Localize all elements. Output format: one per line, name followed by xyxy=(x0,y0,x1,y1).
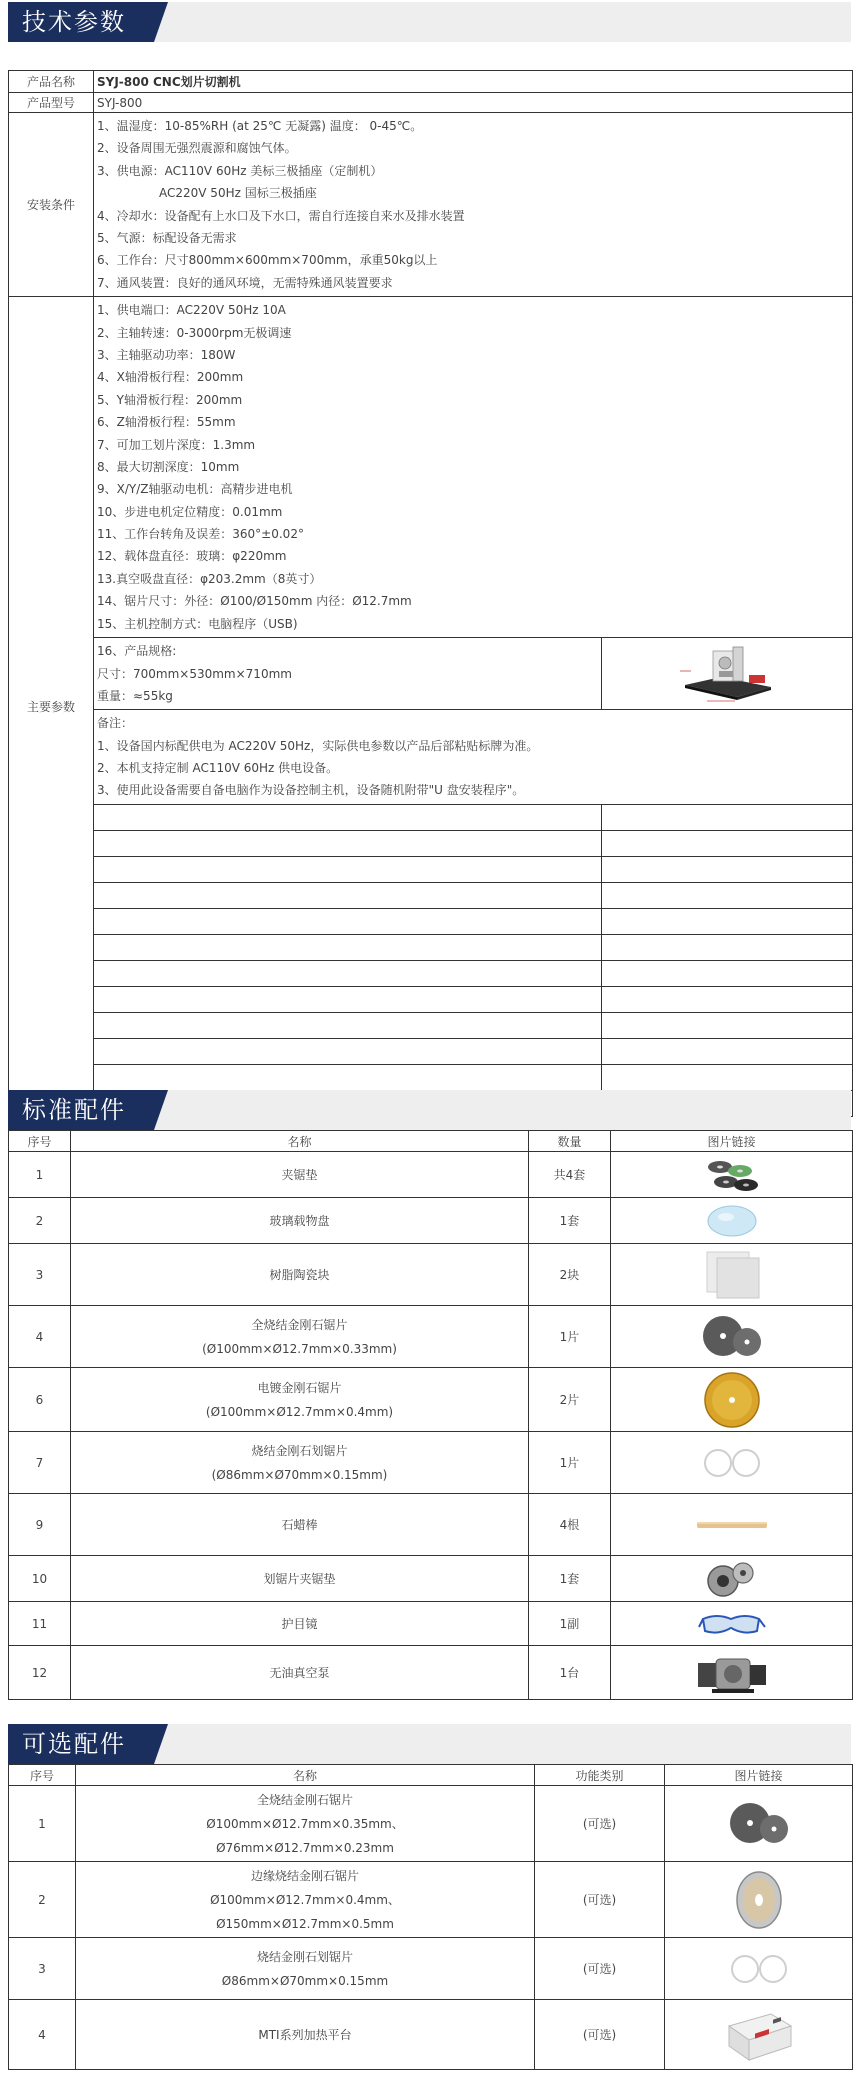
row-name: MTI系列加热平台 xyxy=(76,2000,535,2070)
product-model-label: 产品型号 xyxy=(9,93,94,113)
row-name: 无油真空泵 xyxy=(71,1646,529,1700)
table-row xyxy=(9,1862,853,1938)
empty-row xyxy=(9,1038,853,1064)
row-name: 划锯片夹锯垫 xyxy=(71,1556,529,1602)
row-qty: 4根 xyxy=(529,1494,611,1556)
section-header-optional xyxy=(8,1724,851,1764)
col-header-name: 名称 xyxy=(76,1765,535,1786)
empty-row xyxy=(9,856,853,882)
row-category: (可选) xyxy=(535,1862,665,1938)
row-qty: 1套 xyxy=(529,1556,611,1602)
param-item: 15、主机控制方式：电脑程序（USB) xyxy=(97,616,298,631)
section-header-standard xyxy=(8,1090,851,1130)
param-item: 4、X轴滑板行程：200mm xyxy=(97,370,244,385)
section-title-optional: 可选配件 xyxy=(8,1724,154,1764)
row-category: (可选) xyxy=(535,1786,665,1862)
notes-cell xyxy=(94,710,853,805)
install-item: 6、工作台：尺寸800mm×600mm×700mm，承重50kg以上 xyxy=(97,253,438,268)
sintered-blade-image xyxy=(724,1799,794,1849)
row-name-line: Ø86mm×Ø70mm×0.15mm xyxy=(221,1973,389,1988)
note-item: 2、本机支持定制 AC110V 60Hz 供电设备。 xyxy=(97,761,339,776)
row-qty: 1片 xyxy=(529,1432,611,1494)
row-name-line: (Ø100mm×Ø12.7mm×0.33mm) xyxy=(202,1341,397,1356)
install-conditions-list xyxy=(94,113,853,297)
wax-stick-image xyxy=(695,1519,769,1531)
dicing-pad-image xyxy=(699,1559,765,1599)
param-item: 1、供电端口：AC220V 50Hz 10A xyxy=(97,303,286,318)
row-name: 石蜡棒 xyxy=(71,1494,529,1556)
row-image-cell xyxy=(665,1786,853,1862)
main-params-label: 主要参数 xyxy=(9,297,94,1117)
table-row xyxy=(9,1244,853,1306)
row-no: 3 xyxy=(9,1938,76,2000)
row-name-line: 电镀金刚石锯片 xyxy=(257,1380,342,1395)
install-item: 3、供电源：AC110V 60Hz 美标三极插座（定制机） xyxy=(97,163,383,178)
row-name: 护目镜 xyxy=(71,1602,529,1646)
row-category: (可选) xyxy=(535,1938,665,2000)
ring-blade-image xyxy=(728,1953,790,1985)
table-row xyxy=(9,1646,853,1700)
col-header-qty: 数量 xyxy=(529,1131,611,1152)
row-no: 11 xyxy=(9,1602,71,1646)
param-item: 13.真空吸盘直径：φ203.2mm（8英寸） xyxy=(97,571,322,586)
section-header-tech xyxy=(8,2,851,42)
row-name: 夹锯垫 xyxy=(71,1152,529,1198)
row-no: 1 xyxy=(9,1152,71,1198)
row-name-line: (Ø86mm×Ø70mm×0.15mm) xyxy=(211,1467,388,1482)
row-no: 1 xyxy=(9,1786,76,1862)
row-name xyxy=(71,1306,529,1368)
row-name xyxy=(71,1432,529,1494)
param-item: 14、锯片尺寸：外径：Ø100/Ø150mm 内径：Ø12.7mm xyxy=(97,594,412,609)
empty-row xyxy=(9,1064,853,1090)
row-image-cell xyxy=(665,2000,853,2070)
row-qty: 1台 xyxy=(529,1646,611,1700)
row-image-cell xyxy=(611,1646,853,1700)
machine-photo-cell xyxy=(602,638,853,710)
row-image-cell xyxy=(611,1306,853,1368)
table-row xyxy=(9,1368,853,1432)
product-model-value: SYJ-800 xyxy=(94,93,853,113)
empty-row xyxy=(9,830,853,856)
row-no: 7 xyxy=(9,1432,71,1494)
row-no: 2 xyxy=(9,1198,71,1244)
sintered-blade-image xyxy=(697,1312,767,1362)
row-category: (可选) xyxy=(535,2000,665,2070)
table-row xyxy=(9,1786,853,1862)
vacuum-pump-image xyxy=(694,1649,770,1697)
row-image-cell xyxy=(611,1556,853,1602)
empty-row xyxy=(9,960,853,986)
row-name-line: 全烧结金刚石锯片 xyxy=(251,1317,348,1332)
install-item: 5、气源：标配设备无需求 xyxy=(97,230,237,245)
table-row xyxy=(9,2000,853,2070)
row-qty: 2片 xyxy=(529,1368,611,1432)
ceramic-block-image xyxy=(697,1248,767,1302)
row-qty: 1副 xyxy=(529,1602,611,1646)
empty-row xyxy=(9,934,853,960)
product-name-label: 产品名称 xyxy=(9,71,94,93)
row-no: 4 xyxy=(9,2000,76,2070)
col-header-image: 图片链接 xyxy=(665,1765,853,1786)
table-row xyxy=(9,1556,853,1602)
param-item: 2、主轴转速：0-3000rpm无极调速 xyxy=(97,325,292,340)
param-item: 6、Z轴滑板行程：55mm xyxy=(97,415,236,430)
heating-platform-image xyxy=(723,2004,795,2066)
empty-row xyxy=(9,908,853,934)
standard-accessories-table xyxy=(8,1130,853,1700)
install-item: 2、设备周围无强烈震源和腐蚀气体。 xyxy=(97,141,297,156)
col-header-no: 序号 xyxy=(9,1765,76,1786)
size-item: 16、产品规格: xyxy=(97,644,177,659)
col-header-category: 功能类别 xyxy=(535,1765,665,1786)
param-item: 8、最大切割深度：10mm xyxy=(97,459,240,474)
table-row xyxy=(9,1494,853,1556)
param-item: 11、工作台转角及误差：360°±0.02° xyxy=(97,527,304,542)
row-name-line: Ø100mm×Ø12.7mm×0.35mm、 xyxy=(206,1816,404,1831)
param-item: 7、可加工划片深度：1.3mm xyxy=(97,437,256,452)
table-row xyxy=(9,1198,853,1244)
row-name xyxy=(76,1862,535,1938)
blade-pads-image xyxy=(702,1157,762,1193)
ring-blade-image xyxy=(701,1447,763,1479)
row-image-cell xyxy=(665,1938,853,2000)
row-no: 10 xyxy=(9,1556,71,1602)
main-params-list xyxy=(94,297,853,638)
empty-row xyxy=(9,882,853,908)
empty-row xyxy=(9,986,853,1012)
row-name-line: 烧结金刚石划锯片 xyxy=(256,1949,353,1964)
table-header-row xyxy=(9,1765,853,1786)
row-qty: 1片 xyxy=(529,1306,611,1368)
row-qty: 共4套 xyxy=(529,1152,611,1198)
row-name-line: Ø76mm×Ø12.7mm×0.23mm xyxy=(216,1840,394,1855)
goggles-image xyxy=(697,1609,767,1639)
size-item: 重量：≈55kg xyxy=(97,688,173,703)
row-image-cell xyxy=(611,1494,853,1556)
row-image-cell xyxy=(665,1862,853,1938)
edge-blade-image xyxy=(729,1869,789,1931)
row-no: 9 xyxy=(9,1494,71,1556)
param-item: 5、Y轴滑板行程：200mm xyxy=(97,392,243,407)
dicing-machine-image xyxy=(677,641,777,703)
install-item: AC220V 50Hz 国标三极插座 xyxy=(159,186,317,201)
row-name xyxy=(76,1938,535,2000)
row-qty: 2块 xyxy=(529,1244,611,1306)
row-image-cell xyxy=(611,1244,853,1306)
empty-row xyxy=(9,1012,853,1038)
row-image-cell xyxy=(611,1602,853,1646)
install-item: 4、冷却水：设备配有上水口及下水口，需自行连接自来水及排水装置 xyxy=(97,208,465,223)
table-row xyxy=(9,1602,853,1646)
install-item: 1、温湿度：10-85%RH (at 25℃ 无凝露) 温度： 0-45℃。 xyxy=(97,119,423,133)
install-conditions-label: 安装条件 xyxy=(9,113,94,297)
row-no: 12 xyxy=(9,1646,71,1700)
empty-row xyxy=(9,804,853,830)
optional-accessories-table xyxy=(8,1764,853,2070)
param-item: 10、步进电机定位精度：0.01mm xyxy=(97,504,283,519)
product-name-value: SYJ-800 CNC划片切割机 xyxy=(94,71,853,93)
row-name: 树脂陶瓷块 xyxy=(71,1244,529,1306)
table-row xyxy=(9,1152,853,1198)
row-image-cell xyxy=(611,1432,853,1494)
section-title-tech: 技术参数 xyxy=(8,2,154,42)
product-size-cell xyxy=(94,638,602,710)
row-name xyxy=(76,1786,535,1862)
table-row xyxy=(9,1306,853,1368)
section-title-standard: 标准配件 xyxy=(8,1090,154,1130)
table-row xyxy=(9,1938,853,2000)
row-name-line: Ø100mm×Ø12.7mm×0.4mm、 xyxy=(210,1892,400,1907)
install-item: 7、通风装置：良好的通风环境，无需特殊通风装置要求 xyxy=(97,275,393,290)
note-item: 3、使用此设备需要自备电脑作为设备控制主机，设备随机附带"U 盘安装程序"。 xyxy=(97,783,525,798)
param-item: 12、载体盘直径：玻璃：φ220mm xyxy=(97,549,287,564)
row-image-cell xyxy=(611,1368,853,1432)
row-no: 4 xyxy=(9,1306,71,1368)
row-name-line: 边缘烧结金刚石锯片 xyxy=(250,1868,359,1883)
row-no: 6 xyxy=(9,1368,71,1432)
spec-table xyxy=(8,70,853,1117)
note-item: 1、设备国内标配供电为 AC220V 50Hz，实际供电参数以产品后部粘贴标牌为准。 xyxy=(97,738,539,753)
row-image-cell xyxy=(611,1198,853,1244)
row-name: 玻璃载物盘 xyxy=(71,1198,529,1244)
row-qty: 1套 xyxy=(529,1198,611,1244)
electroplated-blade-image xyxy=(701,1371,763,1429)
col-header-name: 名称 xyxy=(71,1131,529,1152)
row-no: 2 xyxy=(9,1862,76,1938)
row-name-line: Ø150mm×Ø12.7mm×0.5mm xyxy=(216,1916,394,1931)
row-name-line: 烧结金刚石划锯片 xyxy=(251,1443,348,1458)
table-row xyxy=(9,1432,853,1494)
row-name-line: (Ø100mm×Ø12.7mm×0.4mm) xyxy=(205,1404,394,1419)
size-item: 尺寸：700mm×530mm×710mm xyxy=(97,666,292,681)
col-header-image: 图片链接 xyxy=(611,1131,853,1152)
row-image-cell xyxy=(611,1152,853,1198)
row-name-line: 全烧结金刚石锯片 xyxy=(256,1792,353,1807)
note-item: 备注： xyxy=(97,716,134,731)
row-no: 3 xyxy=(9,1244,71,1306)
col-header-no: 序号 xyxy=(9,1131,71,1152)
row-name xyxy=(71,1368,529,1432)
table-header-row xyxy=(9,1131,853,1152)
glass-plate-image xyxy=(702,1203,762,1239)
param-item: 9、X/Y/Z轴驱动电机：高精步进电机 xyxy=(97,482,293,497)
param-item: 3、主轴驱动功率：180W xyxy=(97,347,236,362)
